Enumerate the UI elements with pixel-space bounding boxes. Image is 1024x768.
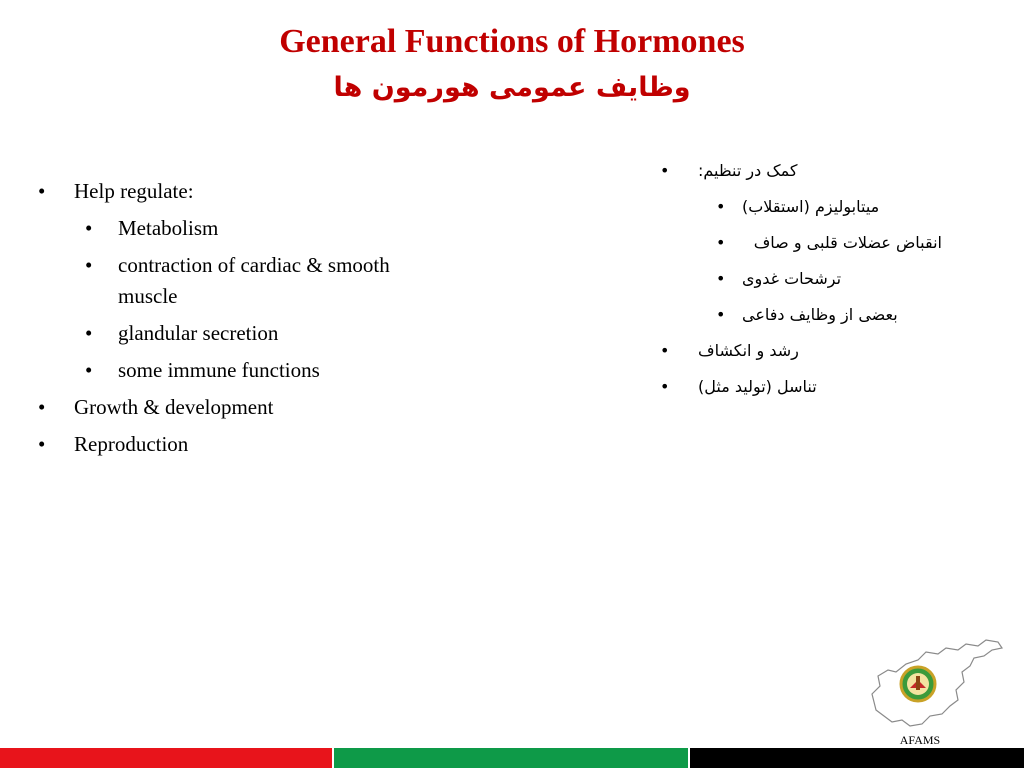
slide-title: General Functions of Hormones: [279, 23, 745, 60]
list-item: [30, 392, 410, 423]
list-item: [650, 266, 950, 292]
bullet-icon: •: [716, 197, 726, 216]
list-item: [30, 176, 410, 207]
list-item-text: Metabolism: [118, 216, 219, 240]
list-item: [30, 429, 410, 460]
bullet-icon: •: [716, 269, 726, 288]
list-item-text: ترشحات غدوی: [742, 269, 842, 288]
dari-bullet-list: [650, 158, 950, 410]
list-item-text: Growth & development: [74, 395, 274, 419]
list-item: [30, 213, 410, 244]
bullet-icon: •: [716, 233, 726, 252]
bullet-icon: •: [660, 377, 670, 396]
bullet-icon: •: [85, 358, 93, 382]
footer-stripe-green: [334, 748, 690, 768]
list-item-text: Help regulate:: [74, 179, 194, 203]
list-item-text: انقباض عضلات قلبی و صاف: [753, 233, 942, 252]
list-item-text: glandular secretion: [118, 321, 279, 345]
list-item-text: بعضی از وظایف دفاعی: [742, 305, 898, 324]
list-item: [650, 158, 950, 184]
footer-stripe-red: [0, 748, 334, 768]
list-item: [650, 230, 950, 256]
list-item-text: some immune functions: [118, 358, 320, 382]
list-item-text: contraction of cardiac & smooth muscle: [118, 253, 390, 308]
list-item-text: کمک در تنظیم:: [698, 161, 798, 180]
list-item-text: رشد و انکشاف: [698, 341, 799, 360]
footer-stripe-black: [690, 748, 1024, 768]
list-item: [650, 338, 950, 364]
slide-subtitle-dari: وظایف عمومی هورمون ها: [333, 72, 691, 103]
bullet-icon: •: [660, 161, 670, 180]
list-item: [650, 194, 950, 220]
bullet-icon: •: [85, 253, 93, 277]
afams-label: AFAMS: [899, 733, 941, 747]
bullet-icon: •: [85, 321, 93, 345]
bullet-icon: •: [38, 179, 46, 203]
list-item: [30, 318, 410, 349]
bullet-icon: •: [38, 432, 46, 456]
english-bullet-list: [30, 176, 410, 466]
list-item-text: میتابولیزم (استقلاب): [742, 197, 880, 216]
list-item: [650, 374, 950, 400]
list-item-text: Reproduction: [74, 432, 189, 456]
list-item: [30, 355, 410, 386]
bullet-icon: •: [716, 305, 726, 324]
bullet-icon: •: [660, 341, 670, 360]
afghanistan-map-logo-icon: [866, 636, 1004, 732]
bullet-icon: •: [38, 395, 46, 419]
list-item-text: تناسل (تولید مثل): [698, 377, 817, 396]
list-item: [30, 250, 410, 312]
list-item: [650, 302, 950, 328]
bullet-icon: •: [85, 216, 93, 240]
